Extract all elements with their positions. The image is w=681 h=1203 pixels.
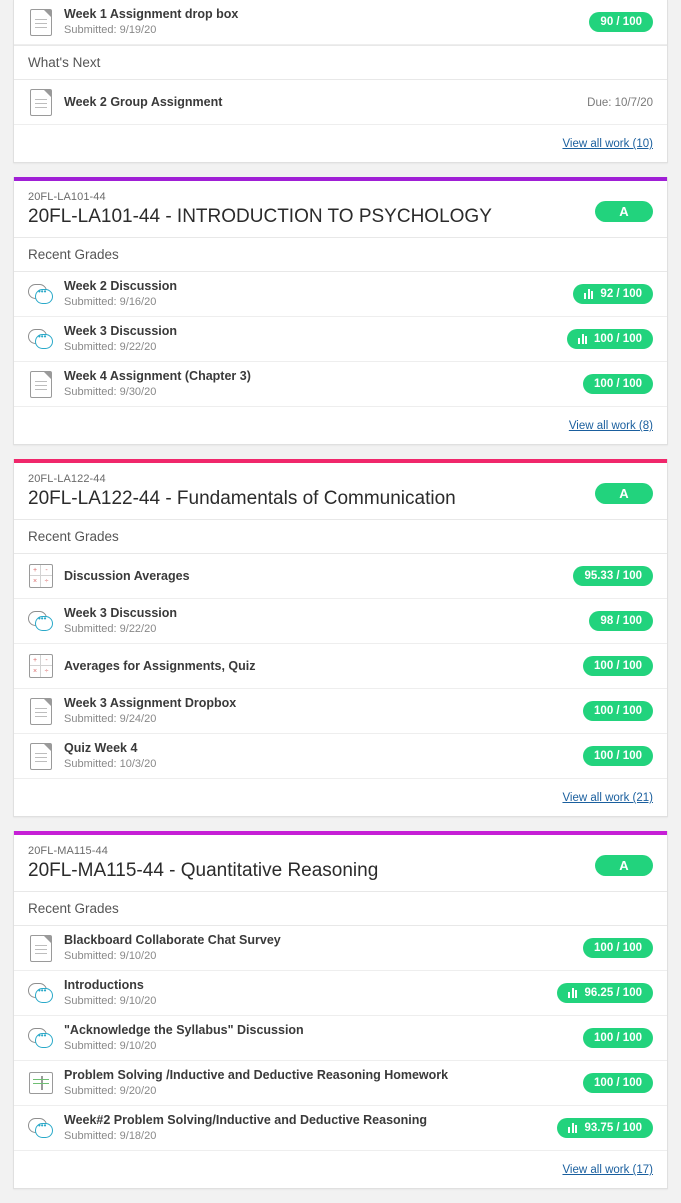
item-submitted-date: Submitted: 9/16/20 — [64, 296, 157, 308]
item-text — [64, 1113, 547, 1143]
view-all-container — [14, 125, 667, 162]
course-grade-badge: A — [595, 855, 653, 876]
score-badge — [589, 12, 653, 32]
activity-row[interactable] — [14, 554, 667, 599]
score-pill — [583, 701, 653, 721]
item-text — [64, 606, 579, 636]
item-title: Blackboard Collaborate Chat Survey — [64, 933, 281, 947]
activity-row[interactable] — [14, 272, 667, 317]
item-submitted-date: Submitted: 9/22/20 — [64, 341, 157, 353]
item-title: Problem Solving /Inductive and Deductive Reasoning Homework — [64, 1068, 449, 1082]
document-icon — [28, 369, 54, 399]
bar-chart-icon — [568, 1122, 579, 1133]
score-value: 100 / 100 — [594, 332, 642, 345]
grid-icon: + - × ÷ — [28, 651, 54, 681]
item-text — [64, 369, 573, 399]
item-title: Week 2 Discussion — [64, 279, 178, 293]
score-badge — [583, 701, 653, 721]
view-all-work-link[interactable]: View all work (10) — [562, 138, 653, 150]
score-badge — [583, 374, 653, 394]
score-pill — [583, 938, 653, 958]
score-pill — [589, 12, 653, 32]
item-title: Week 2 Group Assignment — [64, 94, 223, 109]
score-pill — [583, 1028, 653, 1048]
score-value: 90 / 100 — [600, 16, 642, 28]
item-title: Week#2 Problem Solving/Inductive and Deductive Reasoning — [64, 1113, 428, 1127]
course-title[interactable]: 20FL-LA122-44 - Fundamentals of Communication — [28, 488, 456, 509]
due-date-text: Due: 10/7/20 — [587, 97, 653, 109]
course-header — [14, 181, 667, 237]
score-value: 92 / 100 — [600, 287, 642, 300]
activity-row[interactable] — [14, 689, 667, 734]
item-text — [64, 1023, 573, 1053]
score-value: 100 / 100 — [594, 660, 642, 672]
item-text — [64, 978, 547, 1008]
score-badge — [583, 938, 653, 958]
item-title: Week 3 Assignment Dropbox — [64, 696, 237, 710]
discussion-icon — [28, 1023, 54, 1053]
score-pill — [583, 746, 653, 766]
score-value: 98 / 100 — [600, 615, 642, 627]
score-badge — [573, 284, 653, 305]
item-title: Introductions — [64, 978, 144, 992]
score-badge — [583, 746, 653, 766]
item-text — [64, 569, 563, 584]
course-card — [13, 177, 668, 445]
document-icon — [28, 87, 54, 117]
score-value: 96.25 / 100 — [584, 986, 642, 999]
grid-icon: + - × ÷ — [28, 561, 54, 591]
score-pill — [557, 983, 653, 1003]
item-title: Discussion Averages — [64, 568, 190, 583]
activity-row[interactable] — [14, 0, 667, 45]
item-title: "Acknowledge the Syllabus" Discussion — [64, 1023, 304, 1037]
discussion-icon — [28, 324, 54, 354]
section-label: What's Next — [14, 45, 667, 80]
item-submitted-date: Submitted: 9/19/20 — [64, 24, 157, 36]
view-all-container — [14, 1151, 667, 1188]
due-date — [587, 93, 653, 111]
item-text — [64, 659, 573, 674]
course-title[interactable]: 20FL-MA115-44 - Quantitative Reasoning — [28, 860, 379, 881]
score-pill — [567, 329, 653, 349]
activity-row[interactable] — [14, 1016, 667, 1061]
score-pill — [573, 566, 653, 586]
score-pill — [583, 374, 653, 394]
item-submitted-date: Submitted: 9/22/20 — [64, 623, 157, 635]
score-pill — [583, 656, 653, 676]
section-label: Recent Grades — [14, 891, 667, 926]
view-all-container — [14, 779, 667, 816]
item-text — [64, 741, 573, 771]
item-title: Quiz Week 4 — [64, 741, 138, 755]
document-icon — [28, 7, 54, 37]
course-header — [14, 835, 667, 891]
item-title: Week 3 Discussion — [64, 324, 178, 338]
activity-row[interactable] — [14, 1106, 667, 1151]
item-text — [64, 1068, 573, 1098]
activity-row[interactable] — [14, 317, 667, 362]
section-label: Recent Grades — [14, 237, 667, 272]
course-code: 20FL-MA115-44 — [28, 845, 108, 857]
discussion-icon — [28, 606, 54, 636]
view-all-container — [14, 407, 667, 444]
item-title: Week 3 Discussion — [64, 606, 178, 620]
view-all-work-link[interactable]: View all work (21) — [562, 792, 653, 804]
score-badge — [567, 329, 653, 350]
score-badge — [583, 656, 653, 676]
item-text — [64, 324, 557, 354]
course-card — [13, 831, 668, 1189]
book-icon — [28, 1068, 54, 1098]
item-submitted-date: Submitted: 9/24/20 — [64, 713, 157, 725]
score-value: 95.33 / 100 — [584, 570, 642, 582]
discussion-icon — [28, 1113, 54, 1143]
score-pill — [583, 1073, 653, 1093]
view-all-work-link[interactable]: View all work (8) — [568, 420, 653, 432]
item-text — [64, 279, 563, 309]
item-text — [64, 696, 573, 726]
discussion-icon — [28, 978, 54, 1008]
item-text — [64, 7, 579, 37]
score-value: 100 / 100 — [594, 378, 642, 390]
course-code: 20FL-LA101-44 — [28, 191, 106, 203]
score-pill — [557, 1118, 653, 1138]
activity-row[interactable] — [14, 80, 667, 125]
score-badge — [557, 983, 653, 1004]
document-icon — [28, 741, 54, 771]
bar-chart-icon — [578, 333, 589, 344]
score-value: 100 / 100 — [594, 705, 642, 717]
item-submitted-date: Submitted: 9/10/20 — [64, 1040, 157, 1052]
score-value: 93.75 / 100 — [584, 1121, 642, 1134]
item-submitted-date: Submitted: 9/20/20 — [64, 1085, 157, 1097]
score-badge — [583, 1073, 653, 1093]
activity-row[interactable] — [14, 644, 667, 689]
activity-row[interactable] — [14, 971, 667, 1016]
view-all-work-link[interactable]: View all work (17) — [562, 1164, 653, 1176]
activity-row[interactable] — [14, 599, 667, 644]
item-title: Week 4 Assignment (Chapter 3) — [64, 369, 251, 383]
score-value: 100 / 100 — [594, 1032, 642, 1044]
score-value: 100 / 100 — [594, 750, 642, 762]
item-submitted-date: Submitted: 10/3/20 — [64, 758, 157, 770]
score-pill — [589, 611, 653, 631]
course-grade-badge: A — [595, 483, 653, 504]
item-text — [64, 95, 577, 110]
bar-chart-icon — [568, 987, 579, 998]
activity-row[interactable] — [14, 362, 667, 407]
discussion-icon — [28, 279, 54, 309]
document-icon — [28, 696, 54, 726]
course-header — [14, 463, 667, 519]
item-submitted-date: Submitted: 9/10/20 — [64, 995, 157, 1007]
document-icon — [28, 933, 54, 963]
course-code: 20FL-LA122-44 — [28, 473, 106, 485]
score-value: 100 / 100 — [594, 1077, 642, 1089]
score-badge — [583, 1028, 653, 1048]
score-badge — [557, 1118, 653, 1139]
item-title: Week 1 Assignment drop box — [64, 7, 239, 21]
item-submitted-date: Submitted: 9/18/20 — [64, 1130, 157, 1142]
activity-row[interactable] — [14, 1061, 667, 1106]
activity-row[interactable] — [14, 926, 667, 971]
activity-row[interactable] — [14, 734, 667, 779]
item-submitted-date: Submitted: 9/10/20 — [64, 950, 157, 962]
bar-chart-icon — [584, 288, 595, 299]
course-grade-badge: A — [595, 201, 653, 222]
score-value: 100 / 100 — [594, 942, 642, 954]
score-pill — [573, 284, 653, 304]
item-title: Averages for Assignments, Quiz — [64, 658, 256, 673]
course-card — [13, 459, 668, 817]
score-badge — [589, 611, 653, 631]
item-submitted-date: Submitted: 9/30/20 — [64, 386, 157, 398]
score-badge — [573, 566, 653, 586]
course-title[interactable]: 20FL-LA101-44 - INTRODUCTION TO PSYCHOLOGY — [28, 206, 492, 227]
section-label: Recent Grades — [14, 519, 667, 554]
course-card — [13, 0, 668, 163]
item-text — [64, 933, 573, 963]
